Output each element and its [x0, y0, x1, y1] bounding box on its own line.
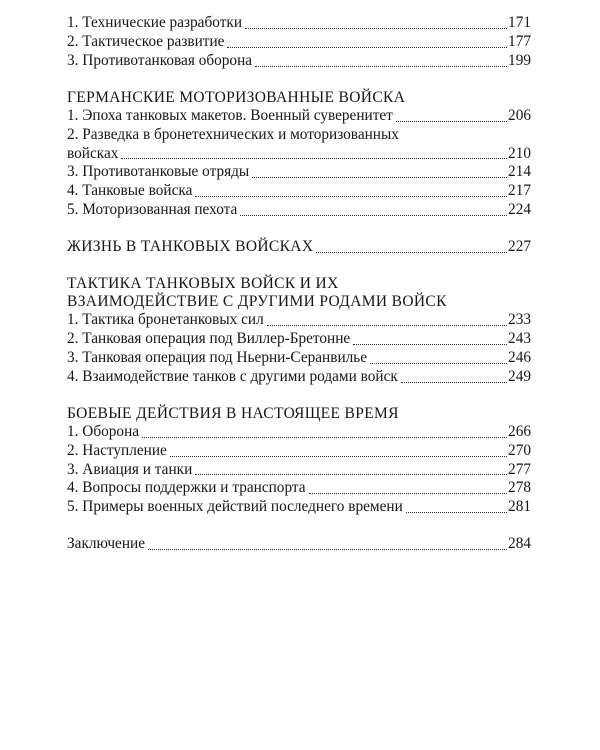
toc-entry — [67, 498, 531, 517]
toc-entry — [67, 52, 531, 71]
dot-leader — [353, 338, 507, 345]
toc-entry-title: 4. Вопросы поддержки и транспорта — [67, 479, 306, 497]
section-heading: БОЕВЫЕ ДЕЙСТВИЯ В НАСТОЯЩЕЕ ВРЕМЯ — [67, 404, 399, 422]
toc-page-number: 224 — [508, 201, 531, 219]
toc-page-number: 177 — [508, 32, 531, 50]
toc-entry-title: Заключение — [67, 535, 146, 553]
section-heading: ТАКТИКА ТАНКОВЫХ ВОЙСК И ИХ — [67, 275, 339, 293]
dot-leader — [121, 152, 507, 159]
toc-page-number: 281 — [508, 498, 531, 516]
toc-entry — [67, 238, 531, 257]
toc-page-number: 246 — [508, 348, 531, 366]
toc-page-number: 277 — [508, 460, 531, 478]
toc-page-number: 217 — [508, 182, 531, 200]
dot-leader — [370, 357, 507, 364]
dot-leader — [142, 431, 507, 438]
toc-section — [67, 275, 531, 387]
toc-page-number: 199 — [508, 51, 531, 69]
toc-page-number: 270 — [508, 441, 531, 459]
toc-entry-title: 5. Моторизованная пехота — [67, 201, 238, 219]
dot-leader — [309, 487, 507, 494]
toc-entry — [67, 33, 531, 52]
toc-entry — [67, 201, 531, 220]
section-heading: ГЕРМАНСКИЕ МОТОРИЗОВАННЫЕ ВОЙСКА — [67, 88, 406, 106]
toc-entry-title: 4. Танковые войска — [67, 182, 193, 200]
section-heading: ВЗАИМОДЕЙСТВИЕ С ДРУГИМИ РОДАМИ ВОЙСК — [67, 293, 447, 311]
toc-section — [67, 405, 531, 518]
toc-entry-title: 2. Разведка в бронетехнических и моторизованных — [67, 125, 399, 143]
toc-page-number: 249 — [508, 367, 531, 385]
dot-leader — [227, 41, 507, 48]
toc-entry-title: 3. Танковая операция под Ньерни-Серанвилье — [67, 348, 368, 366]
toc-entry — [67, 14, 531, 33]
toc-page-number: 278 — [508, 479, 531, 497]
toc-entry-title: 5. Примеры военных действий последнего времени — [67, 498, 403, 516]
toc-entry-title: войсках — [67, 144, 119, 162]
dot-leader — [401, 376, 507, 383]
toc-entry — [67, 163, 531, 182]
toc-entry-title: 2. Танковая операция под Виллер-Бретонне — [67, 329, 351, 347]
toc-entry — [67, 311, 531, 330]
dot-leader — [406, 506, 507, 513]
toc-page-number: 284 — [508, 535, 531, 553]
toc-entry — [67, 145, 531, 164]
toc-page-number: 171 — [508, 14, 531, 31]
toc-entry — [67, 423, 531, 442]
toc-entry-title: 1. Оборона — [67, 422, 140, 440]
dot-leader — [148, 543, 507, 550]
toc-entry-title: 4. Взаимодействие танков с другими родами войск — [67, 367, 398, 385]
toc-entry — [67, 479, 531, 498]
toc-entry — [67, 182, 531, 201]
table-of-contents — [67, 14, 531, 572]
dot-leader — [255, 60, 507, 67]
toc-entry — [67, 442, 531, 461]
toc-entry — [67, 107, 531, 126]
toc-entry-title: 3. Противотанковая оборона — [67, 51, 253, 69]
toc-entry-title: 2. Тактическое развитие — [67, 32, 225, 50]
dot-leader — [396, 115, 507, 122]
toc-entry-title: 3. Авиация и танки — [67, 460, 193, 478]
toc-entry-title: 1. Тактика бронетанковых сил — [67, 311, 264, 329]
dot-leader — [245, 22, 507, 29]
dot-leader — [170, 450, 507, 457]
dot-leader — [195, 468, 507, 475]
dot-leader — [316, 246, 507, 253]
toc-entry-title: 2. Наступление — [67, 441, 167, 459]
toc-section — [67, 535, 531, 554]
toc-entry — [67, 368, 531, 387]
toc-page-number: 227 — [508, 238, 531, 256]
dot-leader — [195, 190, 507, 197]
toc-page-number: 206 — [508, 106, 531, 124]
dot-leader — [252, 171, 507, 178]
toc-page-number: 210 — [508, 144, 531, 162]
toc-entry-title: 3. Противотанковые отряды — [67, 163, 250, 181]
toc-section — [67, 14, 531, 71]
toc-section — [67, 89, 531, 220]
toc-section — [67, 238, 531, 257]
toc-entry-title: 1. Технические разработки — [67, 14, 243, 31]
dot-leader — [240, 209, 507, 216]
toc-entry — [67, 461, 531, 480]
toc-entry — [67, 330, 531, 349]
toc-entry — [67, 349, 531, 368]
toc-entry — [67, 126, 531, 145]
toc-page-number: 233 — [508, 311, 531, 329]
dot-leader — [267, 319, 507, 326]
toc-entry-title: 1. Эпоха танковых макетов. Военный суверенитет — [67, 106, 393, 124]
toc-page-number: 243 — [508, 329, 531, 347]
toc-entry — [67, 535, 531, 554]
toc-entry-title: ЖИЗНЬ В ТАНКОВЫХ ВОЙСКАХ — [67, 238, 314, 256]
toc-page-number: 266 — [508, 422, 531, 440]
toc-page-number: 214 — [508, 163, 531, 181]
